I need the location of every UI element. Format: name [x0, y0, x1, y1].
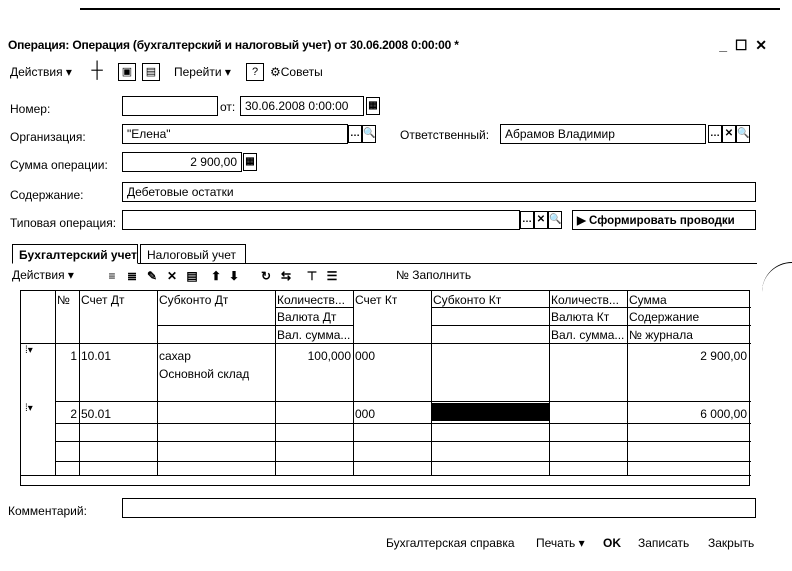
goto-menu[interactable]: Перейти ▾	[174, 65, 231, 79]
content-field[interactable]: Дебетовые остатки	[122, 182, 756, 202]
row-2-debit-account[interactable]: 50.01	[81, 407, 112, 421]
move-up-icon[interactable]: ⬆	[210, 269, 222, 283]
responsible-search-icon[interactable]: 🔍	[736, 125, 750, 143]
row-1-subconto2[interactable]: Основной склад	[159, 367, 250, 381]
close-button[interactable]: Закрыть	[708, 536, 755, 550]
header-currency-dt[interactable]: Валюта Дт	[277, 310, 337, 324]
tab-tax[interactable]: Налоговый учет	[140, 244, 246, 264]
row-2-sum[interactable]: 6 000,00	[700, 407, 747, 421]
postings-grid	[20, 290, 750, 486]
grid-hline	[157, 325, 353, 326]
amount-field[interactable]: 2 900,00	[122, 152, 242, 172]
grid-hline	[55, 401, 751, 402]
header-qty-kt[interactable]: Количеств...	[551, 293, 619, 307]
window-titlebar	[8, 36, 768, 56]
bottom-bar	[0, 536, 792, 556]
org-select-icon[interactable]: …	[348, 125, 362, 143]
grid-vline	[157, 291, 158, 475]
org-label: Организация:	[10, 130, 86, 144]
grid-actions-menu[interactable]: Действия ▾	[12, 268, 74, 282]
row-marker-icon: ⁞▾	[25, 403, 33, 414]
window-title: Операция: Операция (бухгалтерский и налоговый учет) от 30.06.2008 0:00:00 *	[8, 38, 459, 52]
header-content[interactable]: Содержание	[629, 310, 700, 324]
save-button[interactable]: Записать	[638, 536, 690, 550]
org-field[interactable]: "Елена"	[122, 124, 348, 144]
add-row-icon[interactable]: ≡	[108, 269, 116, 283]
date-field[interactable]: 30.06.2008 0:00:00	[240, 96, 364, 116]
number-label: Номер:	[10, 102, 51, 116]
grid-vline	[549, 291, 550, 475]
actions-menu[interactable]: Действия ▾	[10, 65, 72, 79]
typical-clear-icon[interactable]: ✕	[534, 211, 548, 229]
move-down-icon[interactable]: ⬇	[228, 269, 240, 283]
grid-hline	[431, 307, 751, 308]
grid-vline	[627, 291, 628, 475]
header-subconto-dt[interactable]: Субконто Дт	[159, 293, 229, 307]
typical-operation-label: Типовая операция:	[10, 216, 117, 230]
copy-row-icon[interactable]: ≣	[126, 269, 138, 283]
row-marker-icon: ⁞▾	[25, 345, 33, 356]
header-credit-account[interactable]: Счет Кт	[355, 293, 398, 307]
edit-row-icon[interactable]: ✎	[146, 269, 158, 283]
grid-vline	[275, 291, 276, 475]
grid-vline	[353, 291, 354, 475]
row-1-num[interactable]: 1	[70, 349, 77, 363]
row-2-num[interactable]: 2	[70, 407, 77, 421]
number-field[interactable]	[122, 96, 218, 116]
calendar-icon[interactable]: ▦	[366, 97, 380, 115]
ok-button[interactable]: OK	[603, 536, 621, 550]
grid-vline	[55, 291, 56, 475]
tips-button[interactable]: ⚙Советы	[270, 65, 323, 79]
post-icon[interactable]: ▣	[118, 63, 136, 81]
header-val-sum-kt[interactable]: Вал. сумма...	[551, 328, 625, 342]
delete-row-icon[interactable]: ✕	[166, 269, 178, 283]
header-val-sum-dt[interactable]: Вал. сумма...	[277, 328, 351, 342]
decorative-curve	[762, 262, 792, 302]
refresh-icon[interactable]: ↻	[260, 269, 272, 283]
comment-field[interactable]	[122, 498, 756, 518]
responsible-field[interactable]: Абрамов Владимир	[500, 124, 706, 144]
add-icon[interactable]: ┼	[91, 62, 103, 79]
responsible-label: Ответственный:	[400, 128, 490, 142]
tabs	[12, 244, 772, 264]
minimize-icon[interactable]: _	[719, 37, 727, 53]
grid-toolbar	[12, 266, 752, 286]
typical-operation-field[interactable]	[122, 210, 520, 230]
sort-icon[interactable]: ⇆	[280, 269, 292, 283]
grid-hline	[55, 423, 751, 424]
header-debit-account[interactable]: Счет Дт	[81, 293, 125, 307]
maximize-icon[interactable]: ☐	[734, 37, 748, 53]
comment-label: Комментарий:	[8, 504, 87, 518]
calculator-icon[interactable]: ▦	[243, 153, 257, 171]
row-2-credit-account[interactable]: 000	[355, 407, 376, 421]
close-icon[interactable]: ✕	[755, 37, 767, 53]
row-1-sum[interactable]: 2 900,00	[700, 349, 747, 363]
header-subconto-kt[interactable]: Субконто Кт	[433, 293, 502, 307]
grid-hline	[21, 343, 751, 344]
row-1-debit-account[interactable]: 10.01	[81, 349, 112, 363]
end-edit-icon[interactable]: ▤	[186, 269, 198, 283]
row-2-subconto-kt-selected[interactable]	[432, 403, 549, 421]
document-icon[interactable]: ▤	[142, 63, 160, 81]
help-icon[interactable]: ?	[246, 63, 264, 81]
content-label: Содержание:	[10, 188, 84, 202]
typical-select-icon[interactable]: …	[520, 211, 534, 229]
row-1-subconto1[interactable]: сахар	[159, 349, 191, 363]
responsible-select-icon[interactable]: …	[708, 125, 722, 143]
generate-postings-button[interactable]: ▶ Сформировать проводки	[572, 210, 756, 230]
typical-search-icon[interactable]: 🔍	[548, 211, 562, 229]
row-1-credit-account[interactable]: 000	[355, 349, 376, 363]
main-toolbar	[10, 62, 410, 84]
responsible-clear-icon[interactable]: ✕	[722, 125, 736, 143]
filter-icon[interactable]: ⊤	[306, 269, 318, 283]
amount-label: Сумма операции:	[10, 158, 108, 172]
print-menu[interactable]: Печать ▾	[536, 536, 585, 550]
grid-vline	[431, 291, 432, 475]
header-qty-dt[interactable]: Количеств...	[277, 293, 345, 307]
row-1-qty[interactable]: 100,000	[307, 349, 351, 363]
org-search-icon[interactable]: 🔍	[362, 125, 376, 143]
header-sum[interactable]: Сумма	[629, 293, 667, 307]
header-currency-kt[interactable]: Валюта Кт	[551, 310, 610, 324]
grid-hline	[431, 325, 751, 326]
accounting-report-button[interactable]: Бухгалтерская справка	[386, 536, 515, 550]
grid-vline	[79, 291, 80, 475]
fill-button[interactable]: № Заполнить	[396, 268, 472, 282]
tab-accounting[interactable]: Бухгалтерский учет	[12, 244, 138, 264]
grid-hline	[21, 475, 751, 476]
top-border-line	[80, 8, 780, 10]
header-journal[interactable]: № журнала	[629, 328, 693, 342]
date-label: от:	[220, 100, 236, 114]
grid-hline	[55, 461, 751, 462]
grid-hline	[275, 307, 353, 308]
grid-hline	[55, 441, 751, 442]
list-icon[interactable]: ☰	[326, 269, 338, 283]
header-num[interactable]: №	[57, 293, 70, 307]
